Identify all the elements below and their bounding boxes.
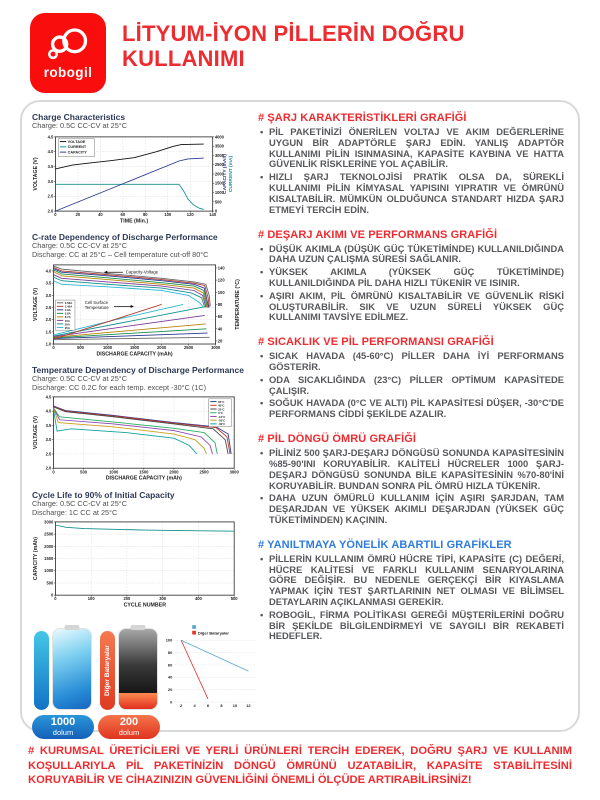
svg-text:2.5: 2.5 <box>47 193 54 199</box>
svg-text:DISCHARGE CAPACITY (mAh): DISCHARGE CAPACITY (mAh) <box>105 476 182 483</box>
page-title-line1: LİTYUM-İYON PİLLERİN DOĞRU <box>122 21 465 46</box>
svg-text:4.0: 4.0 <box>47 148 54 154</box>
bullet: • PİL PAKETİNİZİ ÖNERİLEN VOLTAJ VE AKIM DEĞERLERİNE UYGUN BİR ADAPTÖRLE ŞARJ EDİN. YANLIŞ ADAPTÖR KULLANIMI PİLİN ISINMASINA, KAPASİTE KAYBINA VE HATTA GÜVENLİK RİSKLERİNE YOL AÇABİLİR. <box>258 127 564 170</box>
svg-text:DISCHARGE CAPACITY (mAh): DISCHARGE CAPACITY (mAh) <box>96 351 173 358</box>
logo-text: robogil <box>43 65 93 80</box>
bullet: • YÜKSEK AKIMLA (YÜKSEK GÜÇ TÜKETİMİNDE) KULLANILDIĞINDA PİL DAHA HIZLI TÜKENİR VE ISINIR. <box>258 267 564 289</box>
svg-text:-30°C: -30°C <box>218 422 226 427</box>
temperature-discharge-chart <box>32 393 242 487</box>
svg-text:20: 20 <box>75 211 81 217</box>
svg-text:0°C: 0°C <box>218 411 223 416</box>
svg-text:2.5: 2.5 <box>45 451 52 457</box>
full-battery-icon <box>52 628 92 710</box>
svg-text:45°C: 45°C <box>218 403 225 408</box>
svg-text:0: 0 <box>170 699 173 705</box>
text-column <box>250 112 570 726</box>
section-heading: # PİL DÖNGÜ ÖMRÜ GRAFİĞİ <box>258 433 417 446</box>
svg-text:1.45A: 1.45A <box>64 304 73 309</box>
svg-text:100: 100 <box>164 211 172 217</box>
svg-text:4.5: 4.5 <box>47 133 54 139</box>
badge-200-dolum <box>98 715 160 739</box>
svg-text:3000: 3000 <box>214 152 224 158</box>
svg-text:1000: 1000 <box>214 189 224 195</box>
svg-text:2000: 2000 <box>157 344 167 350</box>
svg-text:15A: 15A <box>64 318 70 323</box>
battery-comparison-chart <box>164 624 258 710</box>
svg-text:100: 100 <box>217 289 225 295</box>
svg-text:1000: 1000 <box>102 344 113 350</box>
empty-battery-icon <box>118 628 158 710</box>
svg-text:8.7A: 8.7A <box>64 314 71 319</box>
svg-text:0: 0 <box>52 344 55 350</box>
svg-text:300: 300 <box>159 596 167 602</box>
section-yaniltici-grafikler <box>258 539 564 643</box>
svg-text:2.0: 2.0 <box>45 316 52 322</box>
bullet: • DAHA UZUN ÖMÜRLÜ KULLANIM İÇİN AŞIRI ŞARJDAN, TAM DEŞARJDAN VE YÜKSEK AKIMLI DEŞARJDAN (YÜKSEK GÜÇ TÜKETİMİNDEN) KAÇININ. <box>258 493 564 525</box>
chart-title: Temperature Dependency of Discharge Performance <box>32 365 244 376</box>
svg-text:CAPACITY (mAh): CAPACITY (mAh) <box>32 537 39 581</box>
section-bullets <box>258 554 564 643</box>
svg-text:4: 4 <box>193 702 196 708</box>
svg-text:VOLTAGE: VOLTAGE <box>67 139 86 144</box>
chart-block-crate-discharge <box>32 232 246 362</box>
svg-text:2500: 2500 <box>214 161 224 167</box>
chart-subtitle: Charge: 0.5C CC-CV at 25°C <box>32 241 127 251</box>
svg-text:25A: 25A <box>64 325 70 330</box>
robogil-battery-images <box>34 622 92 710</box>
bullet: • ROBOGİL, FİRMA POLİTİKASI GEREĞİ MÜŞTERİLERİNİ DOĞRU BİR ŞEKİLDE BİLGİLENDİRMEYİ VE SAYGILI BİR REKABETİ HEDEFLER. <box>258 610 564 642</box>
svg-text:3.5: 3.5 <box>47 163 54 169</box>
cycle-life-chart <box>32 518 242 614</box>
svg-text:2500: 2500 <box>199 469 209 475</box>
chart-subtitle: Charge: 0.5C CC-CV at 25°C <box>32 374 127 384</box>
svg-text:200: 200 <box>123 596 131 602</box>
svg-text:CYCLE NUMBER: CYCLE NUMBER <box>123 602 167 609</box>
svg-text:0: 0 <box>54 211 57 217</box>
other-battery-images <box>100 622 158 710</box>
svg-text:500: 500 <box>230 596 238 602</box>
robogil-battery-column <box>32 622 94 739</box>
bullet: • AŞIRI AKIM, PİL ÖMRÜNÜ KISALTABİLİR VE GÜVENLİK RİSKİ OLUŞTURABİLİR. SIK VE UZUN SÜRELİ YÜKSEK GÜÇ KULLANIMI TAVSİYE EDİLMEZ. <box>258 291 564 323</box>
svg-text:Temperature: Temperature <box>84 304 109 310</box>
svg-text:0.58A: 0.58A <box>64 300 73 305</box>
svg-text:1.0: 1.0 <box>45 340 52 346</box>
bullet: • SICAK HAVADA (45-60°C) PİLLER DAHA İYİ PERFORMANS GÖSTERİR. <box>258 351 564 373</box>
battery-cap <box>131 625 146 630</box>
svg-text:1500: 1500 <box>44 556 54 562</box>
svg-text:3.0: 3.0 <box>45 437 52 443</box>
svg-text:0: 0 <box>54 596 57 602</box>
svg-text:80: 80 <box>143 211 148 217</box>
svg-text:Cell Surface: Cell Surface <box>84 299 109 305</box>
footer-note: # KURUMSAL ÜRETİCİLERİ VE YERLİ ÜRÜNLERİ TERCİH EDEREK, DOĞRU ŞARJ VE KULLANIM KOŞULLARIYLA PİL PAKETİNİZİN DÖNGÜ ÖMRÜNÜ UZATABİLİR, KAPASİTE STABİLİTESİNİ KORUYABİLİR VE CİHAZINIZIN GÜVENLİĞİNİ ÖNEMLİ ÖLÇÜDE ARTIRABİLİRSİNİZ! <box>28 745 572 787</box>
svg-text:100: 100 <box>87 596 95 602</box>
svg-text:10: 10 <box>232 702 238 708</box>
chart-block-temperature-discharge <box>32 365 246 487</box>
other-batteries-label: Diğer Bataryalar <box>104 645 111 696</box>
svg-text:3.0: 3.0 <box>45 292 52 298</box>
badge-1000-dolum <box>32 715 94 739</box>
svg-text:CURRENT (mA): CURRENT (mA) <box>229 155 235 192</box>
svg-text:1500: 1500 <box>139 469 149 475</box>
chart-subtitle: Charge: 0.5C CC-CV at 25°C <box>32 499 127 509</box>
svg-text:500: 500 <box>214 198 222 204</box>
svg-text:0: 0 <box>51 592 54 598</box>
svg-text:500: 500 <box>77 344 84 350</box>
other-battery-column <box>98 622 160 739</box>
svg-text:3.5: 3.5 <box>45 280 52 286</box>
page-title-line2: KULLANIMI <box>122 45 245 71</box>
section-heading: # YANILTMAYA YÖNELİK ABARTILI GRAFİKLER <box>258 538 512 551</box>
svg-text:Capacity-Voltage: Capacity-Voltage <box>125 269 159 275</box>
svg-text:2.9A: 2.9A <box>64 307 71 312</box>
svg-text:2.0: 2.0 <box>45 465 52 471</box>
svg-text:1.5: 1.5 <box>45 328 52 334</box>
svg-text:4.0: 4.0 <box>45 267 52 273</box>
svg-text:4.5: 4.5 <box>45 394 52 400</box>
svg-text:500: 500 <box>46 580 54 586</box>
svg-text:2: 2 <box>179 702 183 708</box>
svg-text:12: 12 <box>246 702 251 708</box>
bullet: • PİLİNİZ 500 ŞARJ-DEŞARJ DÖNGÜSÜ SONUNDA KAPASİTESİNİN %85-90'INI KORUYABİLİR. KALİTELİ HÜCRELER 1000 ŞARJ-DEŞARJ DÖNGÜSÜ SONUNDA BİLE KAPASİTESİNİN %70-80'İNİ KORUYABİLİR. BUNDAN SONRA PİL ÖMRÜ HIZLA TÜKENİR. <box>258 448 564 491</box>
page-header <box>0 0 600 93</box>
svg-text:CURRENT: CURRENT <box>67 144 87 149</box>
svg-text:100: 100 <box>165 637 173 643</box>
svg-text:500: 500 <box>80 469 88 475</box>
svg-text:40: 40 <box>98 211 103 217</box>
svg-text:80: 80 <box>217 301 223 307</box>
svg-text:1500: 1500 <box>130 344 140 350</box>
chart-subtitle: Discharge: CC 0.2C for each temp. except -30°C (1C) <box>32 382 207 392</box>
svg-text:VOLTAGE (V): VOLTAGE (V) <box>32 157 39 191</box>
svg-text:60°C: 60°C <box>218 400 225 405</box>
svg-text:3.0: 3.0 <box>47 178 54 184</box>
svg-text:20: 20 <box>167 687 173 693</box>
red-bar-icon <box>100 631 115 710</box>
section-heading: # DEŞARJ AKIMI VE PERFORMANS GRAFİĞİ <box>258 228 498 241</box>
svg-text:8: 8 <box>220 702 223 708</box>
svg-text:TIME (Min.): TIME (Min.) <box>120 218 149 225</box>
content-card <box>20 100 580 737</box>
svg-text:80: 80 <box>167 650 173 656</box>
badge-value: 1000 <box>50 716 76 728</box>
low-charge-fill <box>119 693 157 709</box>
battery-comparison-graphic <box>32 622 251 739</box>
chart-block-charge-characteristics <box>32 112 246 229</box>
svg-text:5.8A: 5.8A <box>64 311 71 316</box>
section-desarj-akimi <box>258 229 564 324</box>
svg-text:2500: 2500 <box>184 344 194 350</box>
section-heading: # ŞARJ KARAKTERİSTİKLERİ GRAFİĞİ <box>258 112 467 124</box>
svg-text:60: 60 <box>217 313 223 319</box>
svg-text:120: 120 <box>217 277 225 283</box>
svg-text:VOLTAGE (V): VOLTAGE (V) <box>32 416 39 450</box>
svg-text:0: 0 <box>214 208 218 214</box>
chart-subtitle: Discharge: 1C CC at 25°C <box>32 507 118 517</box>
svg-text:2000: 2000 <box>44 544 54 550</box>
section-sicaklik-performans <box>258 336 564 420</box>
svg-text:20A: 20A <box>64 321 70 326</box>
svg-text:TEMPERATURE (°C): TEMPERATURE (°C) <box>235 278 242 330</box>
svg-text:CAPACITY: CAPACITY <box>67 150 87 155</box>
svg-text:-10°C: -10°C <box>218 415 226 420</box>
svg-text:4000: 4000 <box>214 133 224 139</box>
svg-text:0: 0 <box>52 469 55 475</box>
chart-subtitle: Charge: 0.5C CC-CV at 25°C <box>32 121 127 130</box>
svg-text:VOLTAGE (V): VOLTAGE (V) <box>32 287 39 321</box>
svg-text:20: 20 <box>217 337 223 343</box>
svg-text:40: 40 <box>217 325 223 331</box>
bullet: • DÜŞÜK AKIMLA (DÜŞÜK GÜÇ TÜKETİMİNDE) KULLANILDIĞINDA DAHA UZUN ÇALIŞMA SÜRESİ SAĞLANIR. <box>258 244 564 266</box>
badge-unit: dolum <box>118 727 140 737</box>
bullet: • SOĞUK HAVADA (0°C VE ALTI) PİL KAPASİTESİ DÜŞER, -30°C'DE PERFORMANS CİDDİ ŞEKİLDE AZALIR. <box>258 398 564 420</box>
bullet: • PİLLERİN KULLANIM ÖMRÜ HÜCRE TİPİ, KAPASİTE (C) DEĞERİ, HÜCRE KALİTESİ VE FARKLI KULLANIM SENARYOLARINA GÖRE DEĞİŞİR. BU NEDENLE GERÇEKÇİ BİR KIYASLAMA YAPMAK İÇİN TEST ŞARTLARININ NET OLMASI VE BİLİMSEL DETAYLARIN AÇIKLANMASI GEREKİR. <box>258 554 564 608</box>
svg-text:60: 60 <box>120 211 126 217</box>
svg-text:120: 120 <box>186 211 194 217</box>
svg-text:140: 140 <box>217 264 225 270</box>
svg-text:140: 140 <box>209 211 217 217</box>
svg-text:2.0: 2.0 <box>47 208 54 214</box>
robogil-circles-icon <box>43 26 93 64</box>
chart-block-cycle-life <box>32 490 246 614</box>
svg-text:3000: 3000 <box>44 519 54 525</box>
svg-text:CAPACITY (mAh): CAPACITY (mAh) <box>222 153 228 194</box>
chart-title: C-rate Dependency of Discharge Performance <box>32 232 218 243</box>
svg-text:4.0: 4.0 <box>45 408 52 414</box>
section-bullets <box>258 127 564 216</box>
svg-text:1000: 1000 <box>44 568 54 574</box>
chart-title: Charge Characteristics <box>32 112 126 122</box>
svg-text:-20°C: -20°C <box>218 418 226 423</box>
bullet: • HIZLI ŞARJ TEKNOLOJİSİ PRATİK OLSA DA, SÜREKLİ KULLANIMI PİLİN KİMYASAL YAPISINI YIPRATIR VE ÖMRÜNÜ KISALTABİLİR. MÜMKÜN OLDUĞUNCA STANDART HIZDA ŞARJ ETMEYİ TERCİH EDİN. <box>258 172 564 215</box>
svg-text:60: 60 <box>167 662 173 668</box>
blue-bar-icon <box>34 631 49 710</box>
section-bullets <box>258 448 564 526</box>
svg-text:40: 40 <box>167 674 173 680</box>
crate-discharge-chart <box>32 261 242 363</box>
svg-text:2500: 2500 <box>44 531 54 537</box>
battery-cap <box>65 625 80 630</box>
svg-text:2000: 2000 <box>169 469 179 475</box>
chart-subtitle: Discharge: CC at 25°C – Cell temperature cut-off 80°C <box>32 249 209 259</box>
svg-text:1500: 1500 <box>214 180 224 186</box>
section-bullets <box>258 244 564 324</box>
svg-text:Diğer Bataryalar: Diğer Bataryalar <box>197 630 229 636</box>
charts-column <box>32 112 251 737</box>
bullet: • ODA SICAKLIĞINDA (23°C) PİLLER OPTİMUM KAPASİTEDE ÇALIŞIR. <box>258 375 564 397</box>
svg-text:400: 400 <box>195 596 202 602</box>
section-dongu-omru <box>258 433 564 526</box>
section-bullets <box>258 351 564 420</box>
section-heading: # SICAKLIK VE PİL PERFORMANSI GRAFİĞİ <box>258 336 494 349</box>
svg-text:3.5: 3.5 <box>45 423 52 429</box>
robogil-logo <box>30 13 106 93</box>
badge-unit: dolum <box>52 727 74 737</box>
charge-characteristics-chart <box>32 132 242 230</box>
page-title <box>122 22 465 71</box>
svg-text:2000: 2000 <box>214 171 224 177</box>
svg-text:6: 6 <box>206 702 210 708</box>
badge-value: 200 <box>119 716 139 728</box>
section-sarj-karakteristikleri <box>258 112 564 216</box>
svg-text:3000: 3000 <box>229 469 239 475</box>
chart-title: Cycle Life to 90% of Initial Capacity <box>32 490 175 501</box>
svg-text:2.5: 2.5 <box>45 304 52 310</box>
svg-text:3500: 3500 <box>214 143 224 149</box>
svg-text:1000: 1000 <box>109 469 119 475</box>
svg-text:25°C: 25°C <box>218 407 225 412</box>
svg-text:3000: 3000 <box>211 344 221 350</box>
